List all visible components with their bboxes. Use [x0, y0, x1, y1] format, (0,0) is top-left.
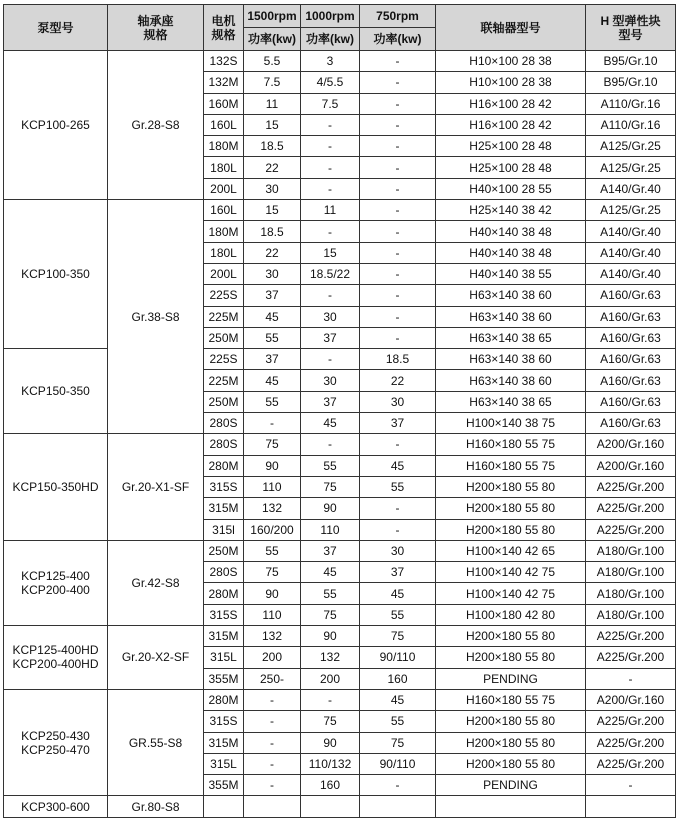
hblock-cell: A140/Gr.40: [586, 221, 676, 242]
motor-cell: 315S: [204, 476, 244, 497]
coupling-cell: H16×100 28 42: [436, 93, 586, 114]
coupling-cell: H25×140 38 42: [436, 200, 586, 221]
coupling-cell: H100×140 42 65: [436, 540, 586, 561]
motor-cell: 250M: [204, 391, 244, 412]
power-1500-cell: 30: [244, 263, 301, 284]
header-pump: 泵型号: [4, 5, 108, 51]
hblock-cell: A225/Gr.200: [586, 753, 676, 774]
power-750-cell: 37: [360, 413, 436, 434]
power-1000-cell: 3: [301, 51, 360, 72]
power-1500-cell: 30: [244, 178, 301, 199]
power-750-cell: -: [360, 93, 436, 114]
bearing-cell: Gr.20-X2-SF: [108, 626, 204, 690]
hblock-cell: -: [586, 668, 676, 689]
power-750-cell: -: [360, 178, 436, 199]
power-750-cell: 45: [360, 689, 436, 710]
power-1000-cell: -: [301, 434, 360, 455]
power-1000-cell: 90: [301, 732, 360, 753]
hblock-cell: A225/Gr.200: [586, 519, 676, 540]
hblock-cell: A180/Gr.100: [586, 583, 676, 604]
coupling-cell: H160×180 55 75: [436, 434, 586, 455]
hblock-cell: A180/Gr.100: [586, 562, 676, 583]
pump-model-cell: KCP125-400 KCP200-400: [4, 540, 108, 625]
power-1500-cell: 22: [244, 157, 301, 178]
hblock-cell: A160/Gr.63: [586, 285, 676, 306]
power-1000-cell: 75: [301, 711, 360, 732]
hblock-cell: A225/Gr.200: [586, 711, 676, 732]
hblock-cell: A110/Gr.16: [586, 93, 676, 114]
coupling-spec-table: [3, 4, 676, 818]
header-power-1500: 功率(kw): [244, 28, 301, 51]
motor-cell: 180M: [204, 221, 244, 242]
power-1000-cell: 90: [301, 498, 360, 519]
power-1000-cell: 132: [301, 647, 360, 668]
coupling-cell: H63×140 38 65: [436, 327, 586, 348]
power-750-cell: 37: [360, 562, 436, 583]
power-1000-cell: 4/5.5: [301, 72, 360, 93]
motor-cell: 280M: [204, 583, 244, 604]
coupling-cell: H100×140 42 75: [436, 562, 586, 583]
motor-cell: [204, 796, 244, 817]
header-coupling: 联轴器型号: [436, 5, 586, 51]
hblock-cell: A200/Gr.160: [586, 689, 676, 710]
coupling-cell: H200×180 55 80: [436, 732, 586, 753]
coupling-cell: H200×180 55 80: [436, 647, 586, 668]
hblock-cell: B95/Gr.10: [586, 51, 676, 72]
header-rpm-1500: 1500rpm: [244, 5, 301, 28]
power-750-cell: -: [360, 498, 436, 519]
power-1000-cell: 110/132: [301, 753, 360, 774]
coupling-cell: H100×140 42 75: [436, 583, 586, 604]
power-750-cell: -: [360, 434, 436, 455]
power-1500-cell: 110: [244, 604, 301, 625]
coupling-cell: H10×100 28 38: [436, 51, 586, 72]
coupling-cell: H200×180 55 80: [436, 626, 586, 647]
motor-cell: 315M: [204, 498, 244, 519]
power-750-cell: 75: [360, 732, 436, 753]
power-750-cell: -: [360, 114, 436, 135]
hblock-cell: A180/Gr.100: [586, 604, 676, 625]
power-1500-cell: 90: [244, 455, 301, 476]
coupling-cell: H200×180 55 80: [436, 519, 586, 540]
power-750-cell: 160: [360, 668, 436, 689]
power-1500-cell: 250-: [244, 668, 301, 689]
power-1000-cell: -: [301, 689, 360, 710]
power-1500-cell: 75: [244, 562, 301, 583]
power-750-cell: 55: [360, 476, 436, 497]
power-1000-cell: [301, 796, 360, 817]
coupling-cell: H200×180 55 80: [436, 498, 586, 519]
power-1500-cell: 37: [244, 285, 301, 306]
header-power-750: 功率(kw): [360, 28, 436, 51]
power-1000-cell: 37: [301, 391, 360, 412]
coupling-cell: PENDING: [436, 668, 586, 689]
pump-model-cell: KCP125-400HD KCP200-400HD: [4, 626, 108, 690]
power-1500-cell: 37: [244, 349, 301, 370]
motor-cell: 200L: [204, 263, 244, 284]
hblock-cell: B95/Gr.10: [586, 72, 676, 93]
coupling-cell: H40×140 38 48: [436, 221, 586, 242]
table-row: [4, 796, 676, 817]
motor-cell: 280S: [204, 434, 244, 455]
pump-model-cell: KCP150-350: [4, 349, 108, 434]
table-row: [4, 51, 676, 72]
motor-cell: 355M: [204, 668, 244, 689]
power-1000-cell: 160: [301, 775, 360, 796]
power-1000-cell: -: [301, 178, 360, 199]
power-1500-cell: 15: [244, 114, 301, 135]
coupling-cell: H16×100 28 42: [436, 114, 586, 135]
power-750-cell: 22: [360, 370, 436, 391]
bearing-cell: Gr.80-S8: [108, 796, 204, 817]
power-1500-cell: 45: [244, 370, 301, 391]
power-1000-cell: 90: [301, 626, 360, 647]
power-1000-cell: 45: [301, 413, 360, 434]
power-1500-cell: 110: [244, 476, 301, 497]
power-1500-cell: 200: [244, 647, 301, 668]
motor-cell: 280M: [204, 689, 244, 710]
motor-cell: 250M: [204, 540, 244, 561]
motor-cell: 225M: [204, 370, 244, 391]
motor-cell: 315M: [204, 732, 244, 753]
bearing-cell: Gr.28-S8: [108, 51, 204, 200]
hblock-cell: A125/Gr.25: [586, 136, 676, 157]
hblock-cell: A225/Gr.200: [586, 647, 676, 668]
power-1500-cell: 132: [244, 626, 301, 647]
power-750-cell: -: [360, 157, 436, 178]
coupling-cell: H200×180 55 80: [436, 711, 586, 732]
power-750-cell: -: [360, 775, 436, 796]
hblock-cell: A160/Gr.63: [586, 327, 676, 348]
power-1000-cell: 30: [301, 370, 360, 391]
power-1500-cell: 18.5: [244, 221, 301, 242]
hblock-cell: A140/Gr.40: [586, 263, 676, 284]
power-1500-cell: [244, 796, 301, 817]
header-motor: 电机 规格: [204, 5, 244, 51]
motor-cell: 225S: [204, 285, 244, 306]
power-1500-cell: -: [244, 689, 301, 710]
hblock-cell: A225/Gr.200: [586, 732, 676, 753]
power-750-cell: 30: [360, 391, 436, 412]
power-1000-cell: 45: [301, 562, 360, 583]
coupling-cell: H100×180 42 80: [436, 604, 586, 625]
motor-cell: 180L: [204, 157, 244, 178]
coupling-cell: H200×180 55 80: [436, 476, 586, 497]
power-750-cell: 75: [360, 626, 436, 647]
power-1000-cell: -: [301, 136, 360, 157]
power-1500-cell: 55: [244, 391, 301, 412]
pump-model-cell: KCP100-265: [4, 51, 108, 200]
header-bearing: 轴承座 规格: [108, 5, 204, 51]
coupling-cell: H25×100 28 48: [436, 136, 586, 157]
bearing-cell: Gr.38-S8: [108, 200, 204, 434]
coupling-cell: H40×100 28 55: [436, 178, 586, 199]
table-row: [4, 689, 676, 710]
coupling-cell: PENDING: [436, 775, 586, 796]
power-1500-cell: 132: [244, 498, 301, 519]
power-750-cell: -: [360, 242, 436, 263]
bearing-cell: GR.55-S8: [108, 689, 204, 795]
hblock-cell: -: [586, 775, 676, 796]
hblock-cell: A110/Gr.16: [586, 114, 676, 135]
power-1500-cell: 75: [244, 434, 301, 455]
power-1000-cell: 37: [301, 327, 360, 348]
pump-model-cell: KCP300-600: [4, 796, 108, 817]
coupling-cell: H160×180 55 75: [436, 689, 586, 710]
header-power-1000: 功率(kw): [301, 28, 360, 51]
power-1500-cell: 22: [244, 242, 301, 263]
motor-cell: 200L: [204, 178, 244, 199]
power-750-cell: -: [360, 306, 436, 327]
power-750-cell: 45: [360, 455, 436, 476]
motor-cell: 160L: [204, 114, 244, 135]
power-750-cell: 30: [360, 540, 436, 561]
power-1500-cell: -: [244, 732, 301, 753]
motor-cell: 225S: [204, 349, 244, 370]
power-1000-cell: 75: [301, 604, 360, 625]
power-1500-cell: 11: [244, 93, 301, 114]
motor-cell: 132S: [204, 51, 244, 72]
pump-model-cell: KCP250-430 KCP250-470: [4, 689, 108, 795]
header-rpm-1000: 1000rpm: [301, 5, 360, 28]
motor-cell: 250M: [204, 327, 244, 348]
power-1000-cell: -: [301, 285, 360, 306]
hblock-cell: A140/Gr.40: [586, 242, 676, 263]
coupling-cell: H25×100 28 48: [436, 157, 586, 178]
hblock-cell: A225/Gr.200: [586, 476, 676, 497]
power-1500-cell: -: [244, 753, 301, 774]
power-1500-cell: 5.5: [244, 51, 301, 72]
power-750-cell: -: [360, 51, 436, 72]
power-1500-cell: 55: [244, 540, 301, 561]
power-1500-cell: -: [244, 711, 301, 732]
power-1000-cell: 18.5/22: [301, 263, 360, 284]
power-1500-cell: 7.5: [244, 72, 301, 93]
table-row: [4, 540, 676, 561]
coupling-cell: H100×140 38 75: [436, 413, 586, 434]
power-1000-cell: 110: [301, 519, 360, 540]
hblock-cell: A160/Gr.63: [586, 391, 676, 412]
hblock-cell: A180/Gr.100: [586, 540, 676, 561]
power-1500-cell: 15: [244, 200, 301, 221]
hblock-cell: A125/Gr.25: [586, 157, 676, 178]
motor-cell: 132M: [204, 72, 244, 93]
power-1500-cell: -: [244, 413, 301, 434]
bearing-cell: Gr.42-S8: [108, 540, 204, 625]
power-750-cell: -: [360, 136, 436, 157]
motor-cell: 315S: [204, 711, 244, 732]
power-750-cell: -: [360, 221, 436, 242]
header-hblock: H 型弹性块 型号: [586, 5, 676, 51]
power-750-cell: -: [360, 263, 436, 284]
power-1000-cell: 75: [301, 476, 360, 497]
table-row: [4, 626, 676, 647]
power-1000-cell: -: [301, 114, 360, 135]
power-1000-cell: 55: [301, 455, 360, 476]
motor-cell: 225M: [204, 306, 244, 327]
motor-cell: 315S: [204, 604, 244, 625]
power-750-cell: 18.5: [360, 349, 436, 370]
table-row: [4, 200, 676, 221]
hblock-cell: A160/Gr.63: [586, 349, 676, 370]
coupling-cell: H63×140 38 60: [436, 370, 586, 391]
motor-cell: 180L: [204, 242, 244, 263]
motor-cell: 160M: [204, 93, 244, 114]
coupling-cell: H63×140 38 65: [436, 391, 586, 412]
power-750-cell: -: [360, 519, 436, 540]
power-750-cell: -: [360, 72, 436, 93]
hblock-cell: A160/Gr.63: [586, 306, 676, 327]
hblock-cell: A125/Gr.25: [586, 200, 676, 221]
power-1000-cell: 15: [301, 242, 360, 263]
motor-cell: 280M: [204, 455, 244, 476]
coupling-cell: H63×140 38 60: [436, 306, 586, 327]
hblock-cell: A140/Gr.40: [586, 178, 676, 199]
coupling-cell: [436, 796, 586, 817]
pump-model-cell: KCP100-350: [4, 200, 108, 349]
motor-cell: 160L: [204, 200, 244, 221]
power-1000-cell: 11: [301, 200, 360, 221]
power-1500-cell: 18.5: [244, 136, 301, 157]
coupling-cell: H63×140 38 60: [436, 349, 586, 370]
table-row: [4, 349, 676, 370]
bearing-cell: Gr.20-X1-SF: [108, 434, 204, 540]
coupling-cell: H200×180 55 80: [436, 753, 586, 774]
motor-cell: 315L: [204, 753, 244, 774]
header-rpm-750: 750rpm: [360, 5, 436, 28]
pump-model-cell: KCP150-350HD: [4, 434, 108, 540]
coupling-cell: H160×180 55 75: [436, 455, 586, 476]
coupling-cell: H40×140 38 55: [436, 263, 586, 284]
hblock-cell: A225/Gr.200: [586, 626, 676, 647]
coupling-cell: H40×140 38 48: [436, 242, 586, 263]
power-750-cell: -: [360, 285, 436, 306]
power-1000-cell: 7.5: [301, 93, 360, 114]
power-1500-cell: -: [244, 775, 301, 796]
motor-cell: 280S: [204, 413, 244, 434]
motor-cell: 315M: [204, 626, 244, 647]
power-1500-cell: 160/200: [244, 519, 301, 540]
power-1000-cell: -: [301, 157, 360, 178]
hblock-cell: A160/Gr.63: [586, 370, 676, 391]
power-1000-cell: -: [301, 221, 360, 242]
coupling-cell: H10×100 28 38: [436, 72, 586, 93]
power-1000-cell: -: [301, 349, 360, 370]
hblock-cell: A200/Gr.160: [586, 455, 676, 476]
power-750-cell: 90/110: [360, 647, 436, 668]
motor-cell: 355M: [204, 775, 244, 796]
power-1000-cell: 55: [301, 583, 360, 604]
power-750-cell: 90/110: [360, 753, 436, 774]
power-750-cell: 55: [360, 604, 436, 625]
hblock-cell: A225/Gr.200: [586, 498, 676, 519]
hblock-cell: A160/Gr.63: [586, 413, 676, 434]
motor-cell: 180M: [204, 136, 244, 157]
power-750-cell: -: [360, 327, 436, 348]
power-750-cell: [360, 796, 436, 817]
motor-cell: 315l: [204, 519, 244, 540]
power-750-cell: -: [360, 200, 436, 221]
power-1500-cell: 55: [244, 327, 301, 348]
power-1000-cell: 200: [301, 668, 360, 689]
coupling-cell: H63×140 38 60: [436, 285, 586, 306]
power-1500-cell: 90: [244, 583, 301, 604]
table-row: [4, 434, 676, 455]
hblock-cell: A200/Gr.160: [586, 434, 676, 455]
hblock-cell: [586, 796, 676, 817]
power-1500-cell: 45: [244, 306, 301, 327]
power-1000-cell: 30: [301, 306, 360, 327]
power-750-cell: 45: [360, 583, 436, 604]
table-body: [4, 51, 676, 818]
motor-cell: 280S: [204, 562, 244, 583]
motor-cell: 315L: [204, 647, 244, 668]
power-750-cell: 55: [360, 711, 436, 732]
power-1000-cell: 37: [301, 540, 360, 561]
